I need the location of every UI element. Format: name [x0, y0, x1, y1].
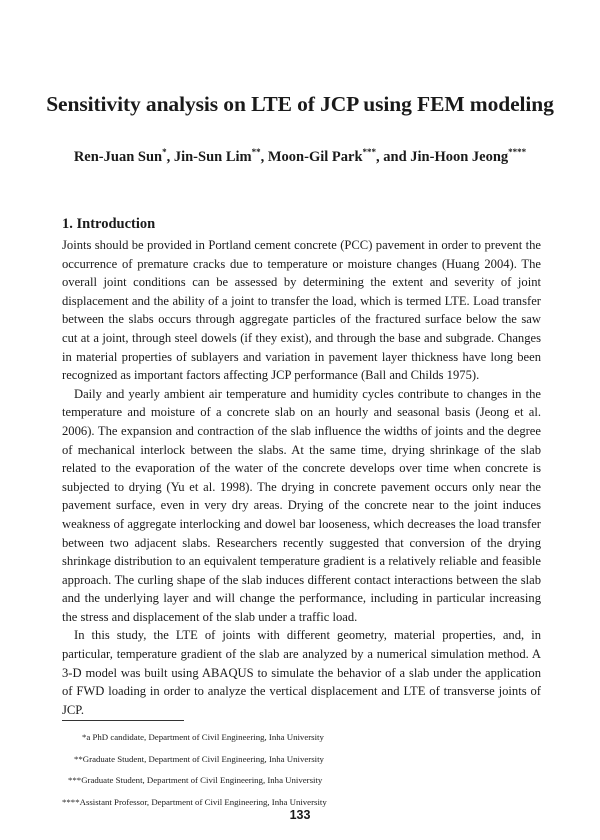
author-name: Moon-Gil Park — [267, 148, 363, 165]
footnote-divider — [62, 720, 184, 721]
author-name: Ren-Juan Sun — [73, 148, 163, 165]
author-mark: **** — [508, 147, 527, 157]
page-number: 133 — [289, 808, 311, 822]
footnote — [62, 727, 482, 749]
author-name: Jin-Sun Lim — [173, 148, 252, 165]
footnote — [62, 749, 482, 771]
author-mark: * — [162, 147, 167, 157]
author-separator: , — [260, 148, 268, 165]
author-line — [0, 147, 600, 166]
paragraph: Daily and yearly ambient air temperature and humidity cycles contribute to changes in the temperature and moisture of a concrete slab on an hourly and seasonal basis (Jeong et al. 2006). The expansion and contraction of the slab influence the widths of joints and the degree of mechanical interlock between the slabs. At the same time, drying shrinkage of the slab related to the evaporation of the water of the concrete develops over time when concrete is subjected to drying (Yu et al. 1998). The drying in concrete pavement occurs only near the pavement surface, even in very dry areas. Drying of the concrete near to the joint induces weakness of aggregate interlocking and dowel bar looseness, which decreases the load transfer between two adjacent slabs. Researchers recently suggested that conversion of the drying shrinkage distribution to an equivalent temperature gradient is a relatively reliable and feasible approach. The curling shape of the slab induces different contact interactions between the slab and the underlying layer and will change the performance, including in particular increasing the stress and displacement of the slab under a traffic load. — [62, 386, 541, 624]
footnote — [62, 770, 482, 792]
author-separator: , and — [376, 148, 411, 165]
author-mark: *** — [362, 147, 377, 157]
paragraph: In this study, the LTE of joints with different geometry, material properties, and, in particular, temperature gradient of the slab are analyzed by a numerical simulation method. A 3-D model was built using ABAQUS to simulate the behavior of a slab under the application of FWD loading in order to analyze the vertical displacement and LTE of transverse joints of JCP. — [62, 628, 541, 717]
author-name: Jin-Hoon Jeong — [410, 148, 509, 165]
footnote-mark: ** — [74, 753, 83, 764]
footnote-mark: *a — [82, 732, 91, 742]
footnote-text: Graduate Student, Department of Civil Engineering, Inha University — [81, 775, 323, 785]
footnote-mark: **** — [62, 796, 80, 807]
paragraph: Joints should be provided in Portland cement concrete (PCC) pavement in order to prevent the occurrence of premature cracks due to temperature or moisture changes (Huang 2004). The overall joint conditions can be assessed by determining the extent and severity of joint displacement and the ability of a joint to transfer the load, which is termed LTE. Load transfer between the slabs occurs through aggregate particles of the fractured surface below the saw cut at a joint, through steel dowels (if they exist), and through the base and subgrade. Changes in material properties of sublayers and variation in pavement layer thickness have long been recognized as important factors affecting JCP performance (Ball and Childs 1975). — [62, 238, 541, 383]
introduction-body — [62, 236, 541, 719]
footnote-text: Assistant Professor, Department of Civil Engineering, Inha University — [79, 796, 327, 807]
footnotes — [62, 727, 482, 813]
footnote-mark: *** — [68, 775, 82, 785]
section-heading: 1. Introduction — [62, 216, 156, 232]
paper-title: Sensitivity analysis on LTE of JCP using FEM modeling — [46, 92, 554, 116]
author-mark: ** — [251, 147, 261, 157]
author-separator: , — [166, 148, 174, 165]
footnote-text: Graduate Student, Department of Civil Engineering, Inha University — [82, 753, 324, 764]
footnote-text: PhD candidate, Department of Civil Engineering, Inha University — [90, 732, 324, 742]
